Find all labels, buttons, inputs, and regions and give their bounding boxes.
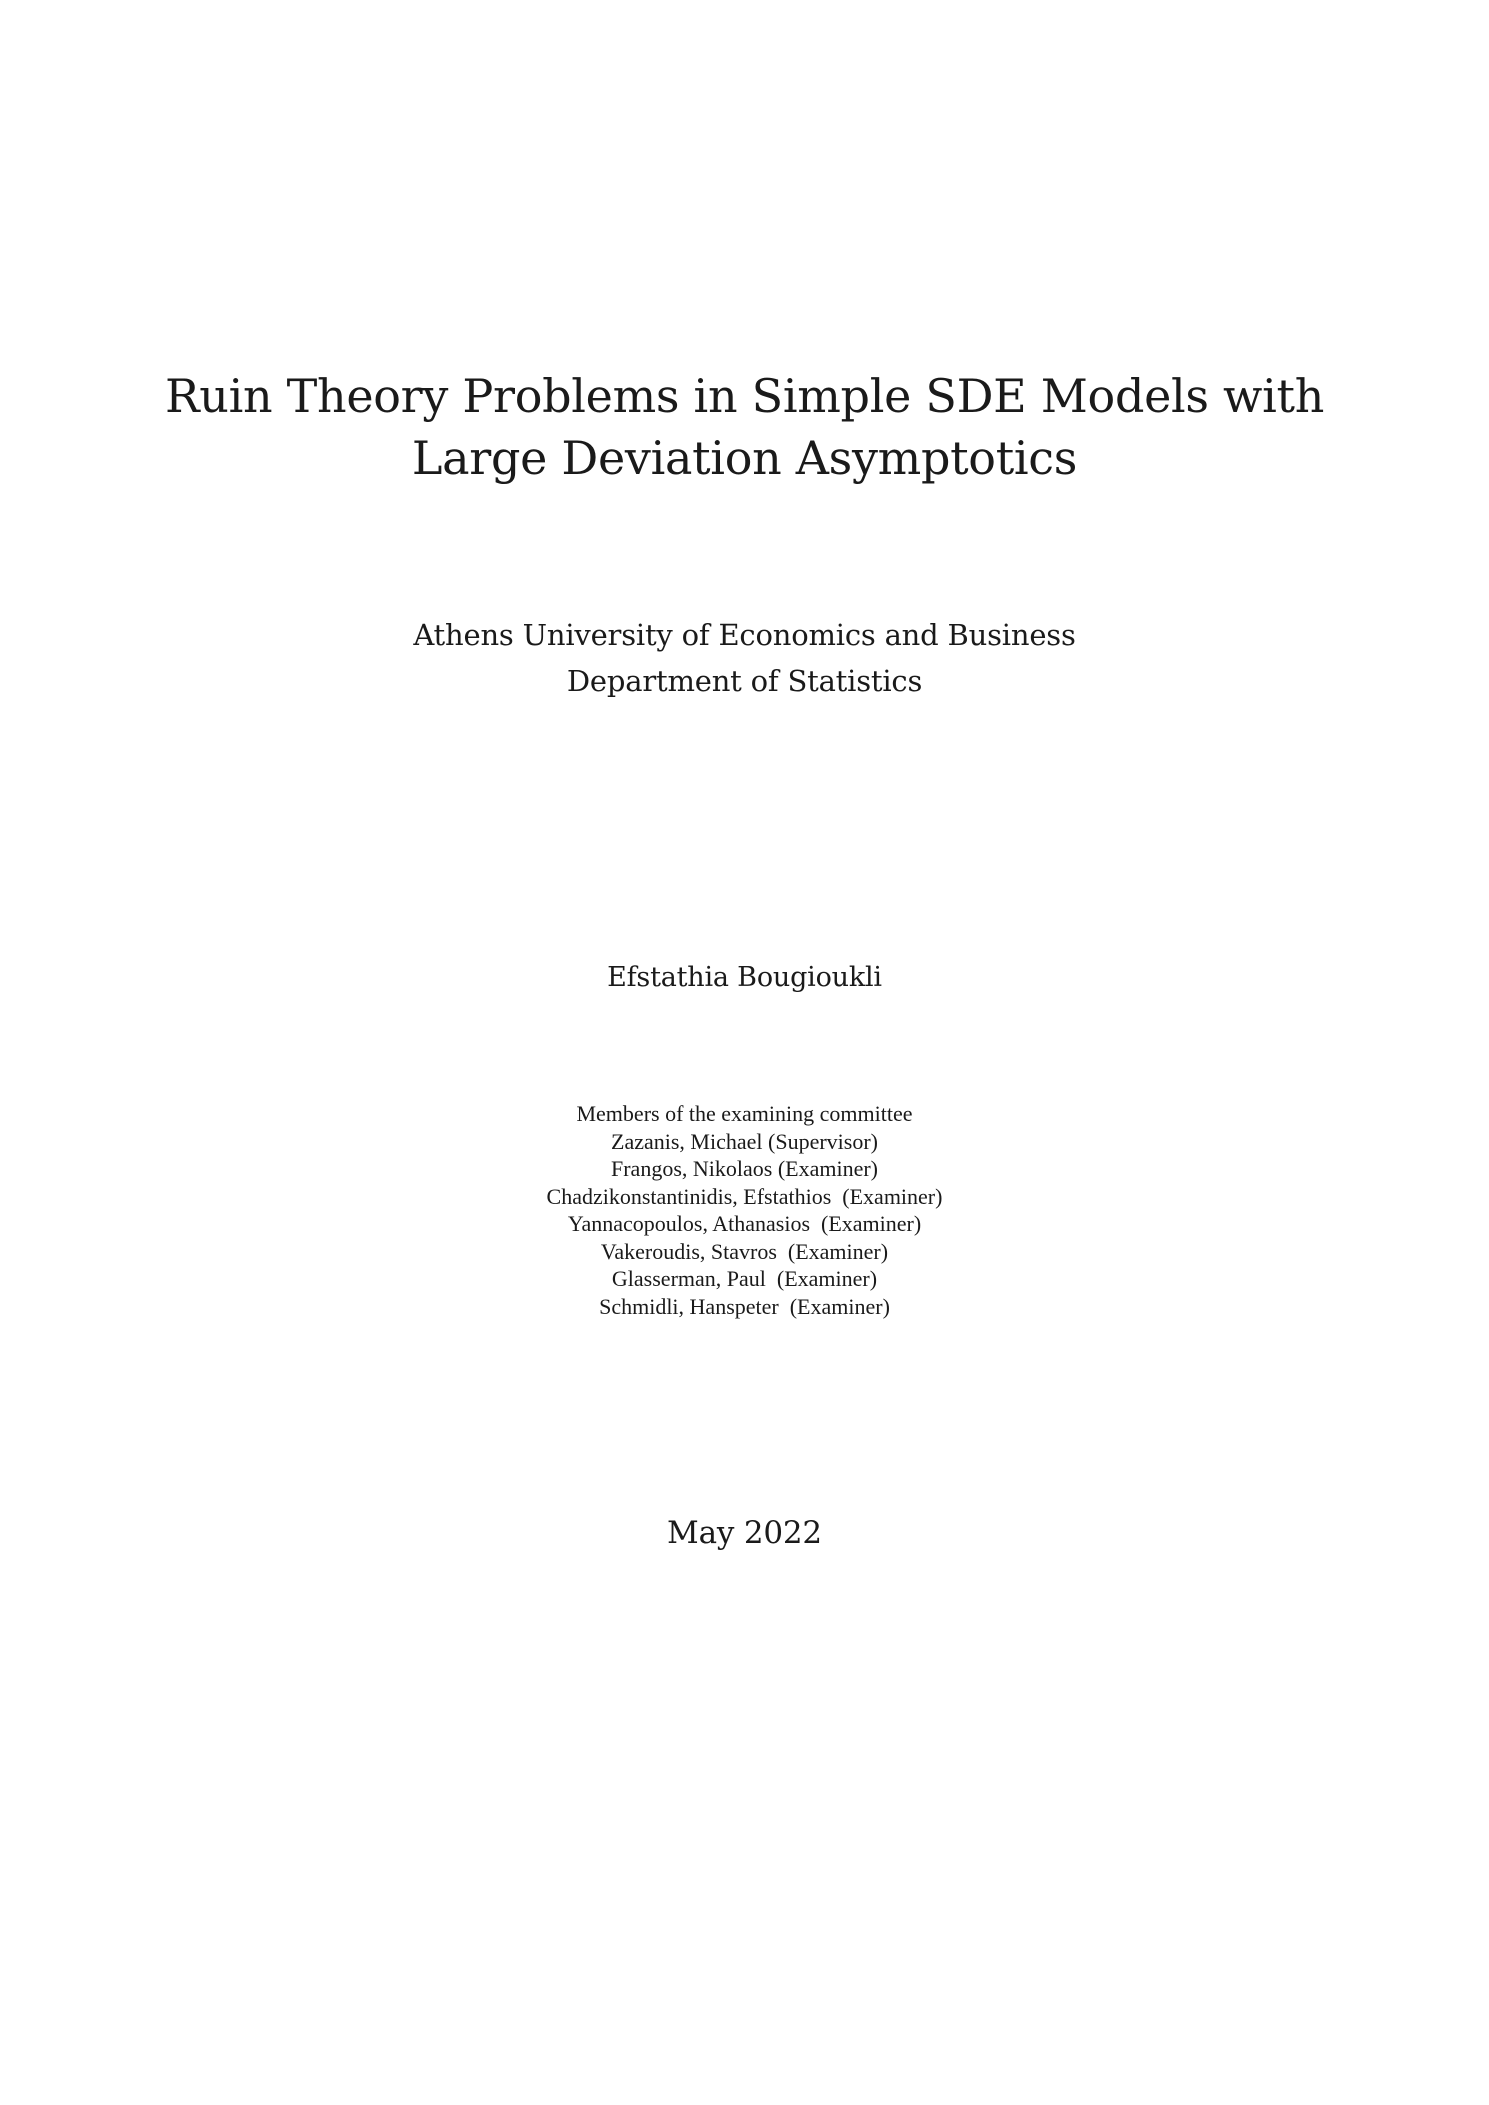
author-name-text: Efstathia Bougioukli <box>607 962 882 993</box>
department-name: Department of Statistics <box>566 664 923 698</box>
committee-member: Vakeroudis, Stavros (Examiner) <box>600 1238 889 1264</box>
committee-member: Zazanis, Michael (Supervisor) <box>611 1128 878 1154</box>
committee-member: Chadzikonstantinidis, Efstathios (Examiner) <box>546 1183 943 1209</box>
examining-committee <box>0 1100 1489 1320</box>
thesis-title <box>0 365 1489 489</box>
author-name <box>0 958 1489 998</box>
submission-date <box>0 1510 1489 1556</box>
committee-member: Frangos, Nikolaos (Examiner) <box>611 1156 878 1181</box>
university-name: Athens University of Economics and Business <box>413 618 1076 652</box>
thesis-title-line-1: Ruin Theory Problems in Simple SDE Models with <box>164 369 1325 423</box>
thesis-title-line-2: Large Deviation Asymptotics <box>411 431 1078 485</box>
committee-member: Yannacopoulos, Athanasios (Examiner) <box>567 1211 922 1236</box>
committee-heading: Members of the examining committee <box>576 1101 913 1126</box>
affiliation <box>0 612 1489 704</box>
submission-date-text: May 2022 <box>667 1515 822 1551</box>
committee-member: Glasserman, Paul (Examiner) <box>611 1266 878 1291</box>
committee-member: Schmidli, Hanspeter (Examiner) <box>599 1293 890 1319</box>
